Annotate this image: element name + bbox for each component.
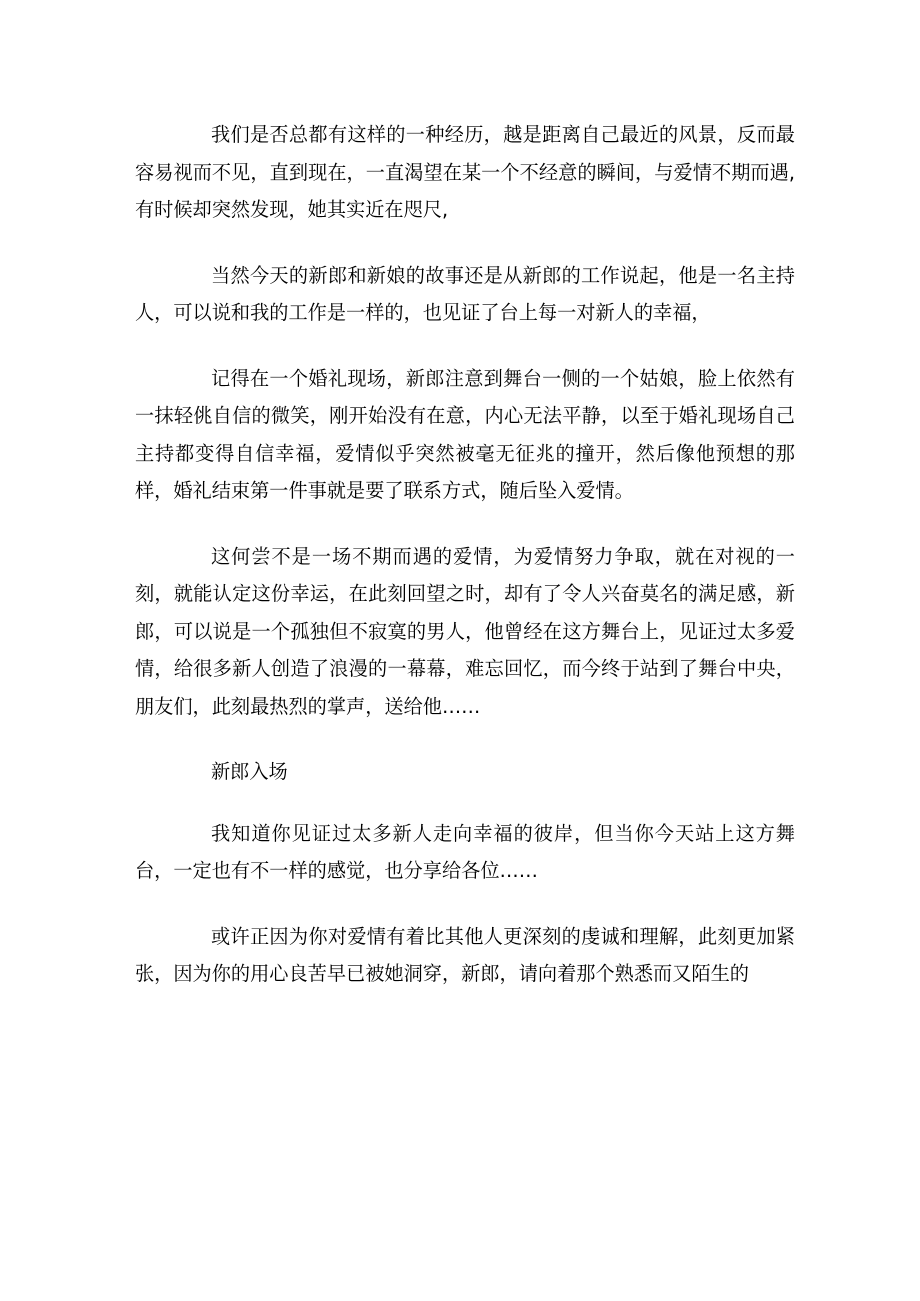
- paragraph-2: 当然今天的新郎和新娘的故事还是从新郎的工作说起，他是一名主持人，可以说和我的工作是一样的，也见证了台上每一对新人的幸福，: [135, 263, 795, 324]
- paragraph-4: 这何尝不是一场不期而遇的爱情，为爱情努力争取，就在对视的一刻，就能认定这份幸运，在此刻回望之时，却有了令人兴奋莫名的满足感，新郎，可以说是一个孤独但不寂寞的男人，他曾经在这方舞台上，见证过太多爱情，给很多新人创造了浪漫的一幕幕，难忘回忆，而今终于站到了舞台中央，朋友们，此刻最热烈的掌声，送给他……: [135, 544, 795, 718]
- paragraph-7: 或许正因为你对爱情有着比其他人更深刻的虔诚和理解，此刻更加紧张，因为你的用心良苦早已被她洞穿，新郎，请向着那个熟悉而又陌生的: [135, 924, 795, 985]
- paragraph-5-groom-entrance: 新郎入场: [211, 760, 288, 783]
- document-body: [135, 116, 795, 1021]
- paragraph-6: 我知道你见证过太多新人走向幸福的彼岸，但当你今天站上这方舞台，一定也有不一样的感觉，也分享给各位……: [135, 821, 795, 882]
- paragraph-1: 我们是否总都有这样的一种经历，越是距离自己最近的风景，反而最容易视而不见，直到现在，一直渴望在某一个不经意的瞬间，与爱情不期而遇,有时候却突然发现，她其实近在咫尺,: [135, 123, 795, 221]
- paragraph-3: 记得在一个婚礼现场，新郎注意到舞台一侧的一个姑娘，脸上依然有一抹轻佻自信的微笑，刚开始没有在意，内心无法平静，以至于婚礼现场自己主持都变得自信幸福，爱情似乎突然被毫无征兆的撞开，然后像他预想的那样，婚礼结束第一件事就是要了联系方式，随后坠入爱情。: [135, 366, 795, 502]
